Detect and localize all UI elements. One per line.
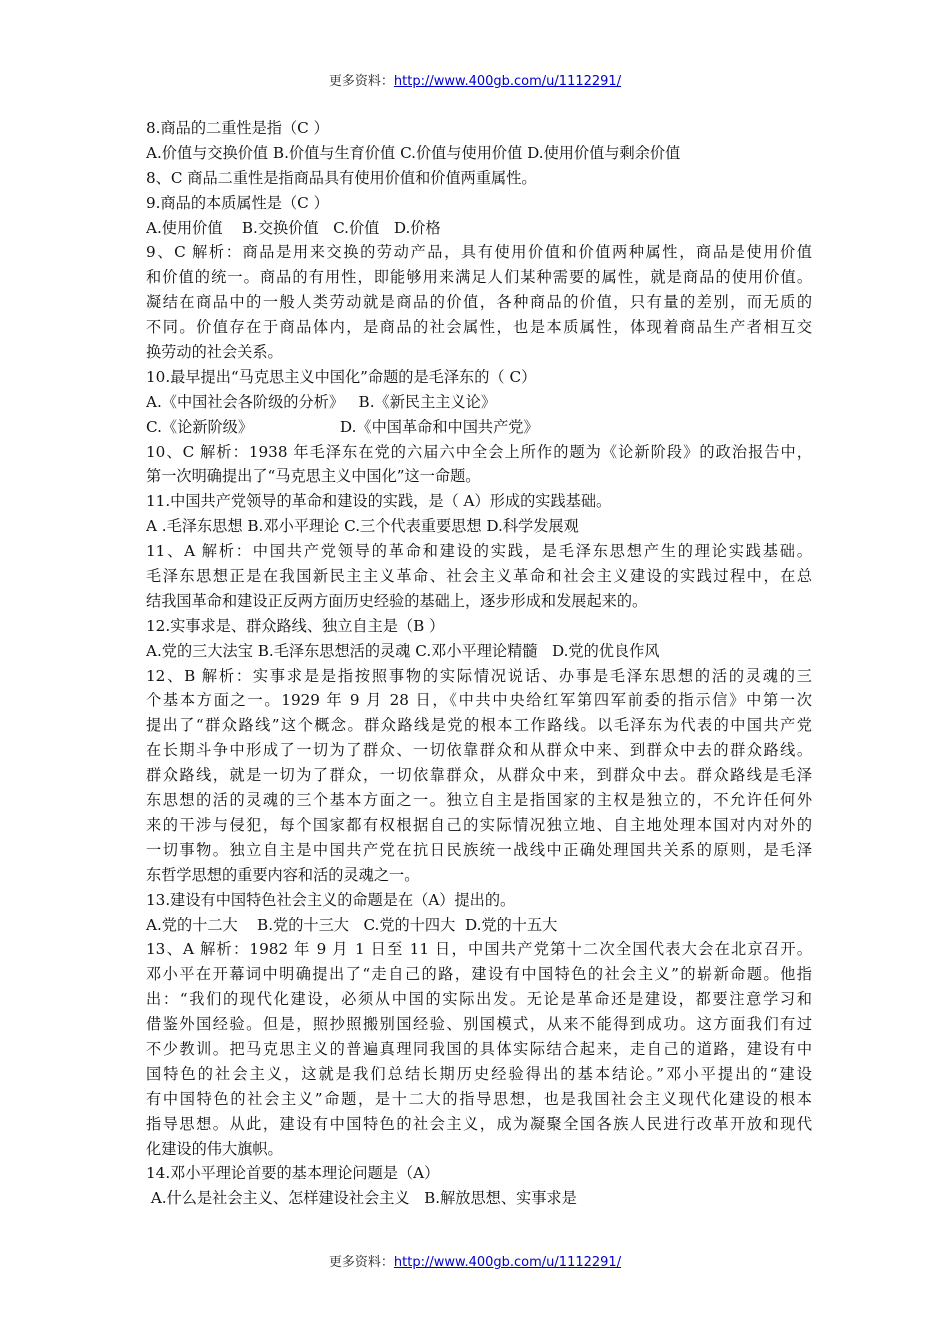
text-line: 有中国特色的社会主义”命题，是十二大的指导思想，也是我国社会主义现代化建设的根本: [146, 1089, 812, 1108]
text-line: 换劳动的社会关系。: [146, 343, 283, 362]
text-line: C.《论新阶级》 D.《中国革命和中国共产党》: [146, 417, 539, 436]
text-line: 和价值的统一。商品的有用性，即能够用来满足人们某种需要的属性，就是商品的使用价值。: [146, 268, 812, 287]
footer-prefix: 更多资料：: [328, 1255, 394, 1270]
header-prefix: 更多资料：: [328, 74, 394, 89]
text-line: 10、C 解析：1938 年毛泽东在党的六届六中全会上所作的题为《论新阶段》的政治报告中，: [146, 442, 812, 461]
text-line: 东哲学思想的重要内容和活的灵魂之一。: [146, 865, 420, 884]
text-line: 8.商品的二重性是指（C ）: [146, 119, 329, 137]
text-line: 不少教训。把马克思主义的普遍真理同我国的具体实际结合起来，走自己的道路，建设有中: [146, 1039, 812, 1058]
text-line: 不同。价值存在于商品体内，是商品的社会属性，也是本质属性，体现着商品生产者相互交: [146, 318, 812, 337]
text-line: 11.中国共产党领导的革命和建设的实践，是（ A）形成的实践基础。: [146, 492, 612, 511]
text-line: 化建设的伟大旗帜。: [146, 1139, 283, 1158]
text-line: 8、C 商品二重性是指商品具有使用价值和价值两重属性。: [146, 168, 537, 187]
footer-link[interactable]: http://www.400gb.com/u/1112291/: [393, 1255, 622, 1270]
text-line: A.党的三大法宝 B.毛泽东思想活的灵魂 C.邓小平理论精髓 D.党的优良作风: [146, 641, 660, 660]
text-line: 提出了“群众路线”这个概念。群众路线是党的根本工作路线。以毛泽东为代表的中国共产党: [146, 716, 812, 735]
text-line: 在长期斗争中形成了一切为了群众、一切依靠群众和从群众中来、到群众中去的群众路线。: [146, 741, 812, 760]
text-line: A.什么是社会主义、怎样建设社会主义 B.解放思想、实事求是: [146, 1189, 577, 1208]
text-line: A.价值与交换价值 B.价值与生育价值 C.价值与使用价值 D.使用价值与剩余价值: [146, 143, 681, 162]
page-header: [0, 70, 950, 89]
text-line: 出：“我们的现代化建设，必须从中国的实际出发。无论是革命还是建设，都要注意学习和: [146, 990, 812, 1009]
text-line: A.《中国社会各阶级的分析》 B.《新民主主义论》: [146, 392, 497, 411]
text-line: A .毛泽东思想 B.邓小平理论 C.三个代表重要思想 D.科学发展观: [146, 517, 579, 536]
text-line: 邓小平在开幕词中明确提出了“走自己的路，建设有中国特色的社会主义”的崭新命题。他指: [146, 965, 812, 984]
text-line: 9、C 解析：商品是用来交换的劳动产品，具有使用价值和价值两种属性，商品是使用价值: [146, 243, 812, 262]
text-line: 毛泽东思想正是在我国新民主主义革命、社会主义革命和社会主义建设的实践过程中，在总: [146, 567, 812, 586]
text-line: 来的干涉与侵犯，每个国家都有权根据自己的实际情况独立地、自主地处理本国对内对外的: [146, 815, 812, 834]
text-line: 一切事物。独立自主是中国共产党在抗日民族统一战线中正确处理国共关系的原则，是毛泽: [146, 840, 812, 859]
text-line: 国特色的社会主义，这就是我们总结长期历史经验得出的基本结论。”邓小平提出的“建设: [146, 1064, 812, 1083]
text-line: 指导思想。从此，建设有中国特色的社会主义，成为凝聚全国各族人民进行改革开放和现代: [146, 1114, 812, 1133]
text-line: A.党的十二大 B.党的十三大 C.党的十四大 D.党的十五大: [146, 915, 558, 934]
header-link[interactable]: http://www.400gb.com/u/1112291/: [393, 74, 622, 89]
text-line: 13、A 解析：1982 年 9 月 1 日至 11 日，中国共产党第十二次全国代表大会在北京召开。: [146, 940, 812, 959]
text-line: 12、B 解析：实事求是是指按照事物的实际情况说话、办事是毛泽东思想的活的灵魂的三: [146, 666, 812, 685]
text-line: 12.实事求是、群众路线、独立自主是（B ）: [146, 616, 445, 635]
text-line: 13.建设有中国特色社会主义的命题是在（A）提出的。: [146, 890, 516, 909]
text-line: 9.商品的本质属性是（C ）: [146, 193, 329, 212]
text-line: A.使用价值 B.交换价值 C.价值 D.价格: [146, 218, 441, 237]
text-line: 11、A 解析：中国共产党领导的革命和建设的实践，是毛泽东思想产生的理论实践基础。: [146, 542, 812, 561]
text-line: 10.最早提出“马克思主义中国化”命题的是毛泽东的（ C）: [146, 367, 537, 386]
text-line: 个基本方面之一。1929 年 9 月 28 日，《中共中央给红军第四军前委的指示信》中第一次: [146, 691, 812, 710]
document-body: [146, 116, 812, 1211]
text-line: 14.邓小平理论首要的基本理论问题是（A）: [146, 1164, 440, 1183]
page-footer: [0, 1251, 950, 1270]
text-line: 东思想的活的灵魂的三个基本方面之一。独立自主是指国家的主权是独立的，不允许任何外: [146, 791, 812, 810]
text-line: 凝结在商品中的一般人类劳动就是商品的价值，各种商品的价值，只有量的差别，而无质的: [146, 293, 812, 312]
text-line: 群众路线，就是一切为了群众，一切依靠群众，从群众中来，到群众中去。群众路线是毛泽: [146, 766, 812, 785]
text-line: 第一次明确提出了“马克思主义中国化”这一命题。: [146, 467, 481, 486]
text-line: 借鉴外国经验。但是，照抄照搬别国经验、别国模式，从来不能得到成功。这方面我们有过: [146, 1015, 812, 1034]
text-line: 结我国革命和建设正反两方面历史经验的基础上，逐步形成和发展起来的。: [146, 591, 648, 610]
